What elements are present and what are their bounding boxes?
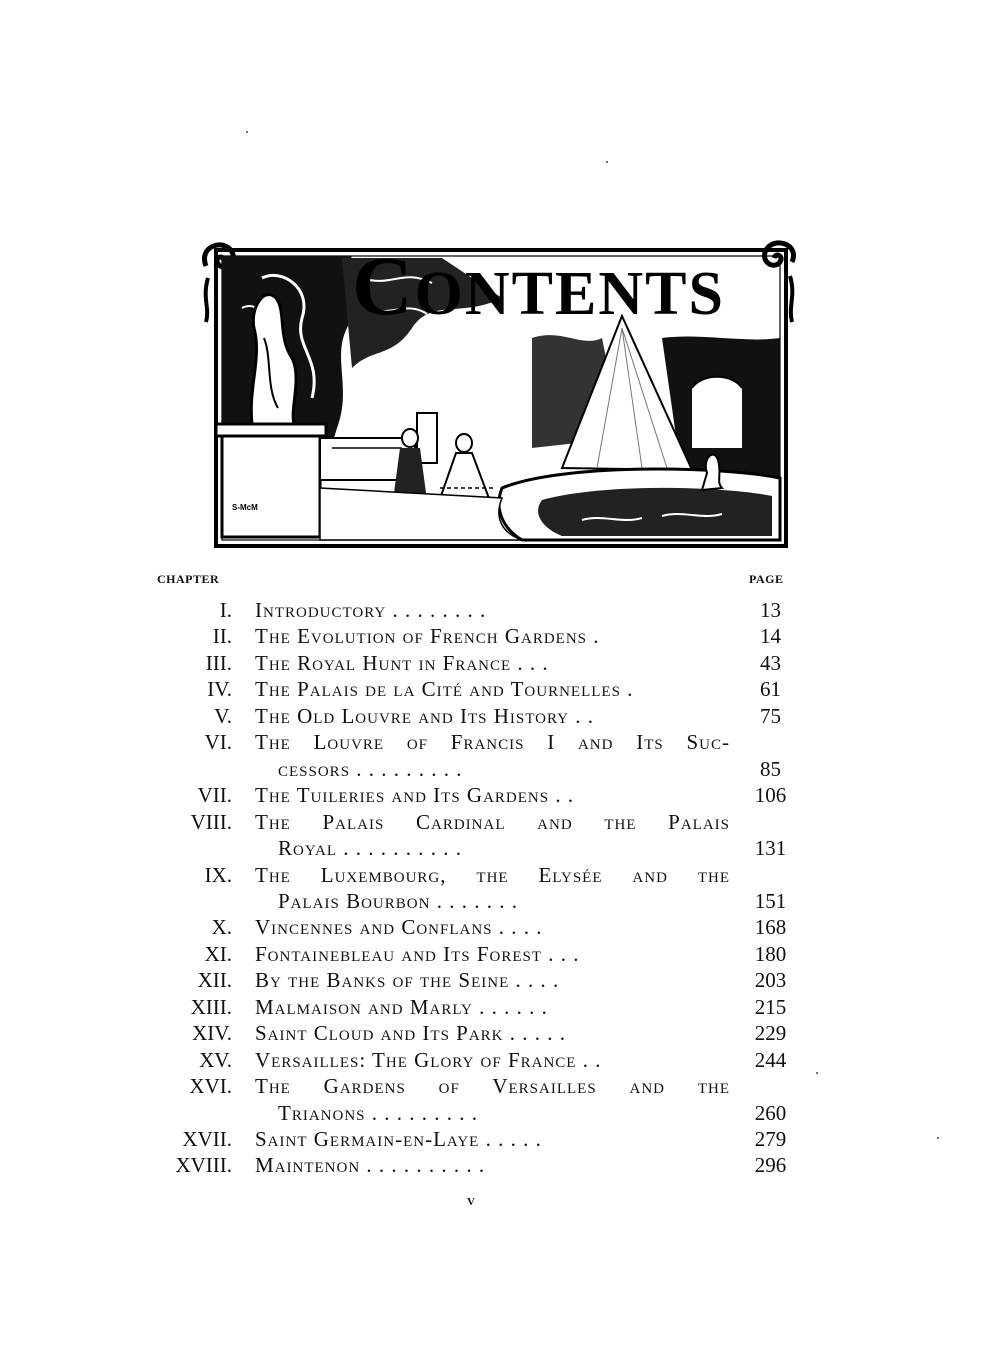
chapter-number: XVII.	[182, 1127, 232, 1151]
toc-entry-line	[0, 1073, 1000, 1100]
chapter-number: X.	[211, 915, 232, 940]
chapter-number: XIV.	[192, 1021, 232, 1046]
toc-entry-line	[0, 650, 1000, 677]
page-number: 131	[754, 836, 787, 861]
chapter-title: Saint Cloud and Its Park . . . . .	[255, 1021, 567, 1046]
toc-entry-line	[0, 809, 1000, 836]
toc-entry-line	[0, 994, 1000, 1021]
page-number: 244	[754, 1047, 787, 1072]
toc-entry-line	[0, 914, 1000, 941]
chapter-title: The Tuileries and Its Gardens . .	[255, 783, 575, 808]
chapter-number: VI.	[204, 730, 232, 755]
page-number: 85	[760, 756, 781, 781]
toc-entry-line	[0, 888, 1000, 915]
chapter-number: IX.	[204, 862, 232, 887]
page-number: 279	[754, 1127, 787, 1151]
scan-speck	[246, 131, 248, 133]
chapter-title: The Palais Cardinal and the Palais	[255, 809, 730, 834]
toc-entry-line	[0, 782, 1000, 809]
toc-entry-line	[0, 623, 1000, 650]
artist-monogram: S-McM	[232, 503, 258, 512]
chapter-title: The Royal Hunt in France . . .	[255, 650, 549, 675]
chapter-title: cessors . . . . . . . . .	[278, 756, 463, 781]
toc-entry-line	[0, 756, 1000, 783]
page-folio: v	[467, 1192, 475, 1209]
chapter-title: Malmaison and Marly . . . . . .	[255, 994, 548, 1019]
toc-entry-line	[0, 967, 1000, 994]
chapter-title: Vincennes and Conflans . . . .	[255, 915, 543, 940]
chapter-number: XI.	[204, 941, 232, 966]
page-number: 229	[754, 1021, 787, 1046]
chapter-title: The Old Louvre and Its History . .	[255, 703, 594, 728]
chapter-title: The Luxembourg, the Elysée and the	[255, 862, 730, 887]
toc-entry-line	[0, 676, 1000, 703]
toc-entry-line	[0, 703, 1000, 730]
chapter-title: By the Banks of the Seine . . . .	[255, 968, 560, 993]
toc-entry-line	[0, 862, 1000, 889]
chapter-number: V.	[214, 703, 232, 728]
contents-heading-initial: C	[352, 240, 415, 333]
chapter-title: Trianons . . . . . . . . .	[278, 1100, 478, 1125]
toc-entry-line	[0, 1047, 1000, 1074]
page-number: 61	[760, 677, 781, 702]
toc-entry-line	[0, 1152, 1000, 1179]
chapter-number: I.	[219, 598, 232, 622]
page-number: 168	[754, 915, 787, 940]
page-number: 106	[754, 783, 787, 808]
chapter-number: XV.	[199, 1047, 232, 1072]
chapter-title: The Palais de la Cité and Tournelles .	[255, 677, 634, 702]
chapter-number: III.	[205, 650, 232, 675]
scan-speck	[606, 161, 608, 163]
page-number: 180	[754, 941, 787, 966]
chapter-number: II.	[212, 624, 232, 649]
page-number: 13	[760, 598, 781, 622]
page-number: 260	[754, 1100, 787, 1125]
page-column-label: PAGE	[749, 572, 784, 586]
chapter-title: Versailles: The Glory of France . .	[255, 1047, 602, 1072]
chapter-title: The Louvre of Francis I and Its Suc-	[255, 730, 730, 755]
chapter-title: Fontainebleau and Its Forest . . .	[255, 941, 580, 966]
chapter-number: XIII.	[190, 994, 232, 1019]
toc-entry-line	[0, 835, 1000, 862]
chapter-column-label: CHAPTER	[157, 572, 220, 586]
chapter-number: XVIII.	[175, 1153, 232, 1178]
page-number: 151	[754, 888, 787, 913]
page-number: 43	[760, 650, 781, 675]
chapter-number: VIII.	[190, 809, 232, 834]
toc-entry-line	[0, 941, 1000, 968]
page-number: 203	[754, 968, 787, 993]
toc-entry-line	[0, 1100, 1000, 1127]
chapter-number: XII.	[197, 968, 232, 993]
contents-heading	[352, 240, 752, 333]
chapter-title: The Evolution of French Gardens .	[255, 624, 600, 649]
page-number: 14	[760, 624, 781, 649]
chapter-number: IV.	[207, 677, 232, 702]
chapter-number: XVI.	[189, 1074, 232, 1099]
toc-entry-line	[0, 1126, 1000, 1153]
toc-entry-line	[0, 729, 1000, 756]
toc-entry-line	[0, 1020, 1000, 1047]
chapter-title: Introductory . . . . . . . .	[255, 598, 487, 622]
chapter-number: VII.	[197, 783, 232, 808]
toc-entry-line	[0, 597, 1000, 624]
page-number: 215	[754, 994, 787, 1019]
chapter-title: The Gardens of Versailles and the	[255, 1074, 730, 1099]
chapter-title: Maintenon . . . . . . . . . .	[255, 1153, 486, 1178]
page-number: 75	[760, 703, 781, 728]
contents-heading-rest: ONTENTS	[414, 260, 725, 328]
page-number: 296	[754, 1153, 787, 1178]
chapter-title: Palais Bourbon . . . . . . .	[278, 888, 518, 913]
chapter-title: Saint Germain-en-Laye . . . . .	[255, 1127, 542, 1151]
chapter-title: Royal . . . . . . . . . .	[278, 836, 463, 861]
